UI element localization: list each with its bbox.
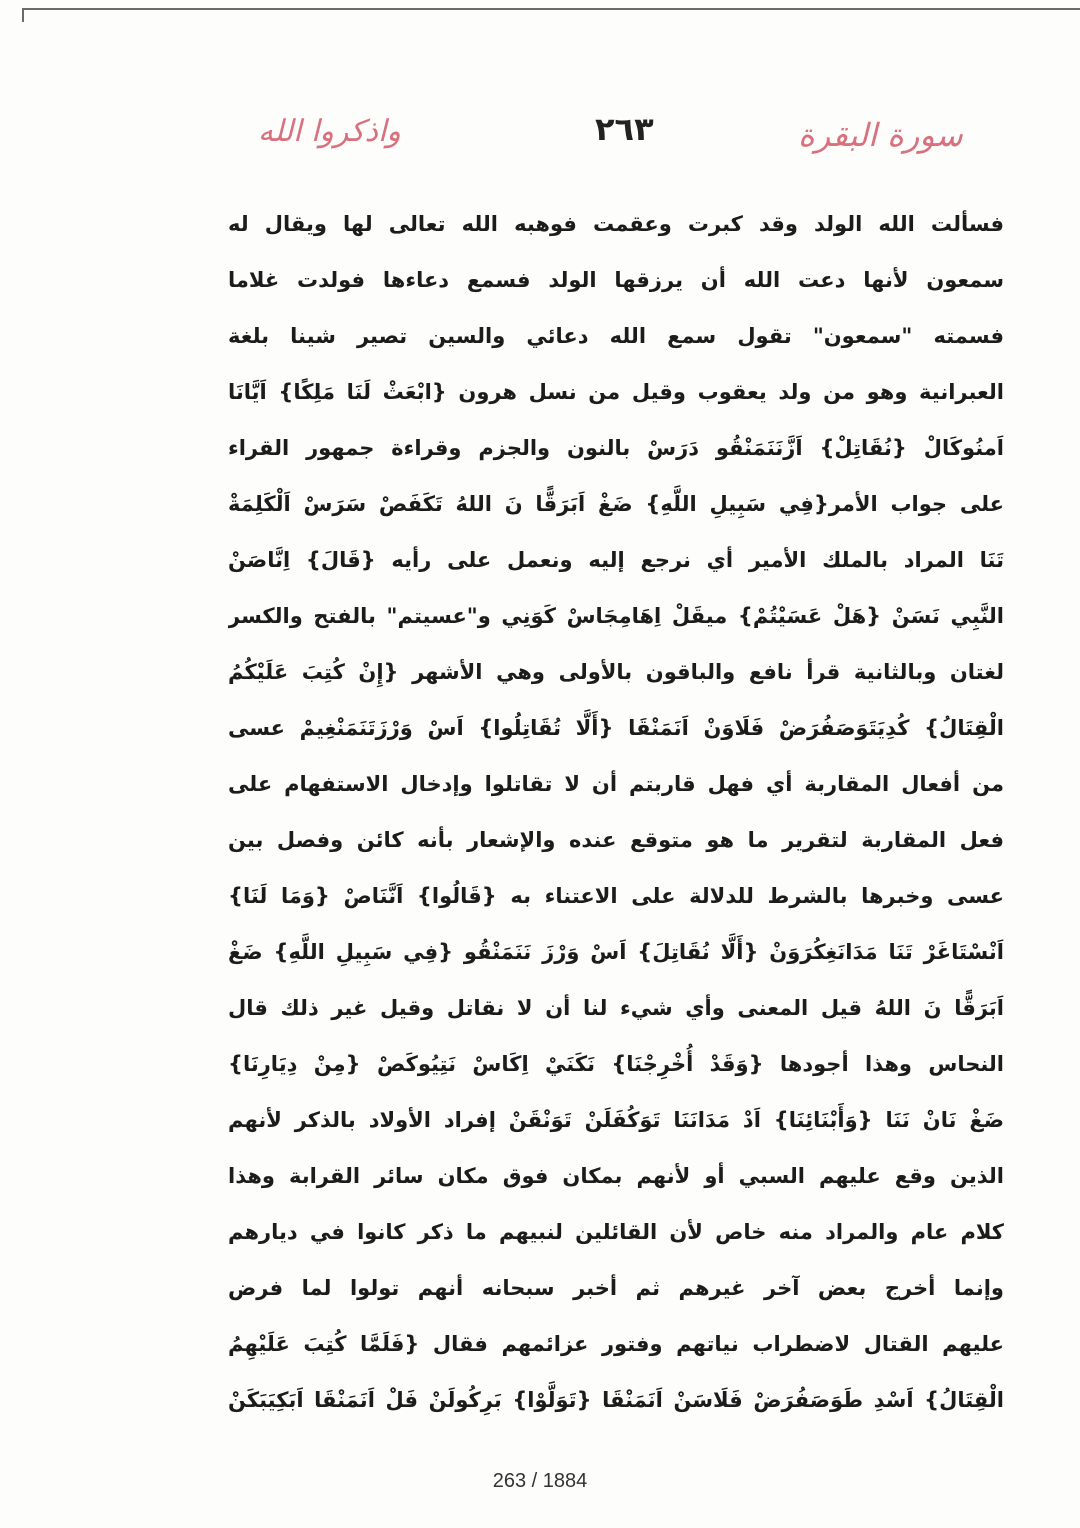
handwritten-surah-name: سورة البقرة bbox=[798, 116, 963, 154]
page-header bbox=[230, 108, 990, 168]
text-line: العبرانية وهو من ولد يعقوب وقيل من نسل هرون {ابْعَثْ لَنَا مَلِكًا} اَيَّانَا bbox=[228, 380, 1004, 404]
scan-border-top bbox=[22, 8, 1080, 10]
body-text bbox=[228, 196, 1004, 1428]
handwritten-annotation-left: واذكروا الله bbox=[258, 114, 401, 149]
text-line: فسمته "سمعون" تقول سمع الله دعائي والسين تصير شينا بلغة bbox=[228, 324, 1004, 348]
text-line: الْقِتَالُ} كُدِيَتَوَصَفُرَضْ فَلَاوَنْ اَنَمَنْقَا {أَلَّا تُقَاتِلُوا} اَسْ وَرْزَتَنَمَنْغِيمْ عسى bbox=[228, 716, 1004, 740]
text-line: اَبَرَقًّا نَ اللهُ قيل المعنى وأي شيء لنا أن لا نقاتل وقيل غير ذلك قال bbox=[228, 996, 1004, 1020]
text-line: الْقِتَالُ} اَسْدِ طَوَصَفُرَضْ فَلَاسَنْ اَنَمَنْقَا {تَوَلَّوْا} بَرِكُولَنْ فَلْ اَنَمَنْقَا اَبَكِيَبَكَنْ bbox=[228, 1388, 1004, 1412]
text-line: عسى وخبرها بالشرط للدلالة على الاعتناء به {قَالُوا} اَنَّنَاصْ {وَمَا لَنَا} bbox=[228, 884, 1004, 908]
text-line: الذين وقع عليهم السبي أو لأنهم بمكان فوق مكان سائر القرابة وهذا bbox=[228, 1164, 1004, 1188]
page-counter: 263 / 1884 bbox=[492, 1470, 588, 1492]
text-line: لغتان وبالثانية قرأ نافع والباقون بالأولى وهي الأشهر {إِنْ كُتِبَ عَلَيْكُمُ bbox=[228, 660, 1004, 684]
text-line: سمعون لأنها دعت الله أن يرزقها الولد فسمع دعاءها فولدت غلاما bbox=[228, 268, 1004, 292]
text-line: فعل المقاربة لتقرير ما هو متوقع عنده والإشعار بأنه كائن وفصل بين bbox=[228, 828, 1004, 852]
text-line: اَنْسْتَاغَرْ تَنَا مَدَانَغِكُرَوَنْ {أَلَّا نُقَاتِلَ} اَسْ وَرْزَ نَنَمَنْقُو {فِي سَبِيلِ اللَّهِ} ضَغْ bbox=[228, 940, 1004, 964]
text-line: وإنما أخرج بعض آخر غيرهم ثم أخبر سبحانه أنهم تولوا لما فرض bbox=[228, 1276, 1004, 1300]
page-number: ٢٦٣ bbox=[595, 110, 654, 148]
scan-border-left bbox=[22, 8, 24, 22]
text-line: عليهم القتال لاضطراب نياتهم وفتور عزائمهم فقال {فَلَمَّا كُتِبَ عَلَيْهِمُ bbox=[228, 1332, 1004, 1356]
text-line: النحاس وهذا أجودها {وَقَدْ أُخْرِجْنَا} نَكَنَيْ اِكَاسْ نَتِيُوكَصْ {مِنْ دِيَارِنَا} bbox=[228, 1052, 1004, 1076]
text-line: ضَغْ نَانْ نَنَا {وَأَبْنَائِنَا} اَدْ مَدَانَنَا تَوَكُفَلَنْ تَوَنْقَنْ إفراد الأولاد بالذكر لأنهم bbox=[228, 1108, 1004, 1132]
text-line: كلام عام والمراد منه خاص لأن القائلين لنبيهم ما ذكر كانوا في ديارهم bbox=[228, 1220, 1004, 1244]
text-line: من أفعال المقاربة أي فهل قاربتم أن لا تقاتلوا وإدخال الاستفهام على bbox=[228, 772, 1004, 796]
text-line: فسألت الله الولد وقد كبرت وعقمت فوهبه الله تعالى لها ويقال له bbox=[228, 212, 1004, 236]
text-line: النَّبِي نَسَنْ {هَلْ عَسَيْتُمْ} ميقَلْ اِهَامِجَاسْ كَوَنِي و"عسيتم" بالفتح والكسر bbox=[228, 604, 1004, 628]
text-line: اَمنُوكَالْ {نُقَاتِلْ} اَزَّنَنَمَنْقُو دَرَسْ بالنون والجزم وقراءة جمهور القراء bbox=[228, 436, 1004, 460]
text-line: على جواب الأمر{فِي سَبِيلِ اللَّهِ} ضَغْ اَبَرَقًّا نَ اللهُ تَكَفَصْ سَرَسْ اَلْكَلِمَةْ bbox=[228, 492, 1004, 516]
text-line: تَنَا المراد بالملك الأمير أي نرجع إليه ونعمل على رأيه {قَالَ} اِنَّاصَنْ bbox=[228, 548, 1004, 572]
